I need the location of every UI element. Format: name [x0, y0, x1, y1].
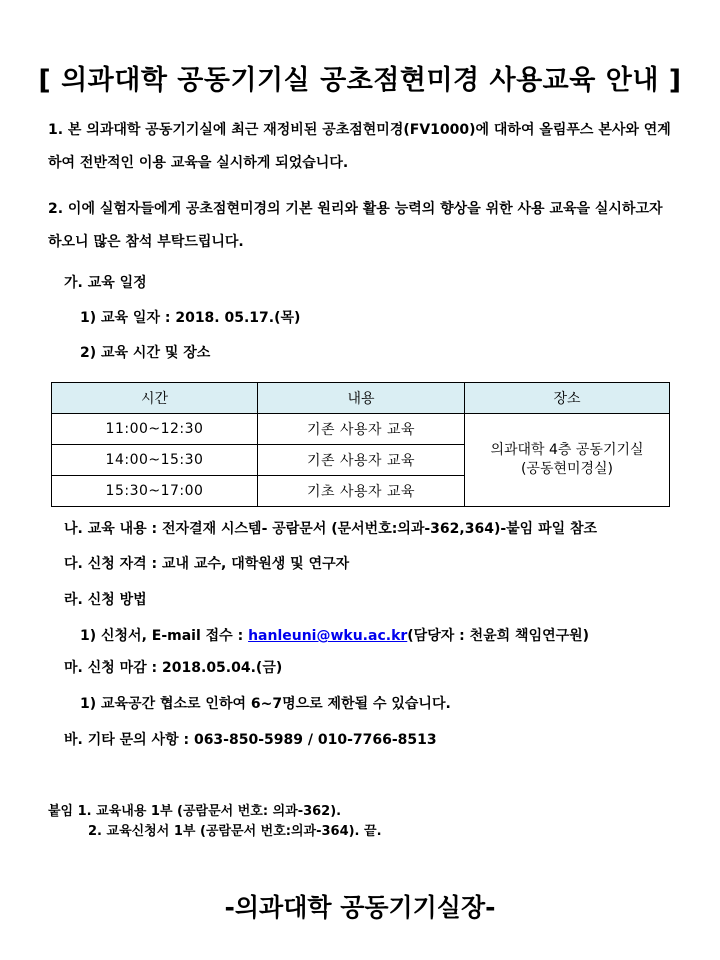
attachment-line-1: 붙임 1. 교육내용 1부 (공람문서 번호: 의과-362).	[48, 804, 342, 819]
table-row	[52, 414, 670, 445]
paragraph-1: 1. 본 의과대학 공동기기실에 최근 재정비된 공초점현미경(FV1000)에 대하여 올림푸스 본사와 연계하여 전반적인 이용 교육을 실시하게 되었습니다.	[48, 122, 671, 171]
schedule-time-place: 2) 교육 시간 및 장소	[80, 345, 211, 361]
cell-content: 기존 사용자 교육	[258, 414, 465, 445]
item-ra-1	[80, 625, 589, 645]
item-na: 나. 교육 내용 : 전자결재 시스템- 공람문서 (문서번호:의과-362,364)-붙임 파일 참조	[64, 521, 598, 537]
place-line-2: (공동현미경실)	[520, 461, 614, 477]
apply-label: 1) 신청서, E-mail 접수 :	[80, 628, 249, 644]
contact-person: (담당자 : 천윤희 책임연구원)	[407, 628, 590, 644]
table-header-row	[52, 383, 670, 414]
item-ra: 라. 신청 방법	[64, 592, 147, 608]
email-link[interactable]: hanleuni@wku.ac.kr	[248, 628, 408, 644]
signature-footer: -의과대학 공동기기실장-	[224, 893, 496, 922]
cell-time: 15:30~17:00	[52, 476, 258, 507]
cell-place	[465, 414, 670, 507]
item-da: 다. 신청 자격 : 교내 교수, 대학원생 및 연구자	[64, 556, 350, 572]
place-line-1: 의과대학 4층 공동기기실	[490, 442, 644, 458]
item-ma-1: 1) 교육공간 협소로 인하여 6~7명으로 제한될 수 있습니다.	[80, 696, 451, 712]
schedule-table	[51, 382, 670, 507]
page-title: [ 의과대학 공동기기실 공초점현미경 사용교육 안내 ]	[38, 65, 682, 96]
schedule-date: 1) 교육 일자 : 2018. 05.17.(목)	[80, 310, 301, 326]
cell-content: 기초 사용자 교육	[258, 476, 465, 507]
header-place: 장소	[465, 383, 670, 414]
attachment-line-2: 2. 교육신청서 1부 (공람문서 번호:의과-364). 끝.	[88, 824, 382, 839]
header-time: 시간	[52, 383, 258, 414]
cell-content: 기존 사용자 교육	[258, 445, 465, 476]
cell-time: 11:00~12:30	[52, 414, 258, 445]
paragraph-2: 2. 이에 실험자들에게 공초점현미경의 기본 원리와 활용 능력의 향상을 위한 사용 교육을 실시하고자 하오니 많은 참석 부탁드립니다.	[48, 201, 663, 250]
schedule-heading: 가. 교육 일정	[64, 275, 147, 291]
item-ba: 바. 기타 문의 사항 : 063-850-5989 / 010-7766-8513	[64, 732, 437, 748]
item-ma: 마. 신청 마감 : 2018.05.04.(금)	[64, 660, 283, 676]
header-content: 내용	[258, 383, 465, 414]
cell-time: 14:00~15:30	[52, 445, 258, 476]
